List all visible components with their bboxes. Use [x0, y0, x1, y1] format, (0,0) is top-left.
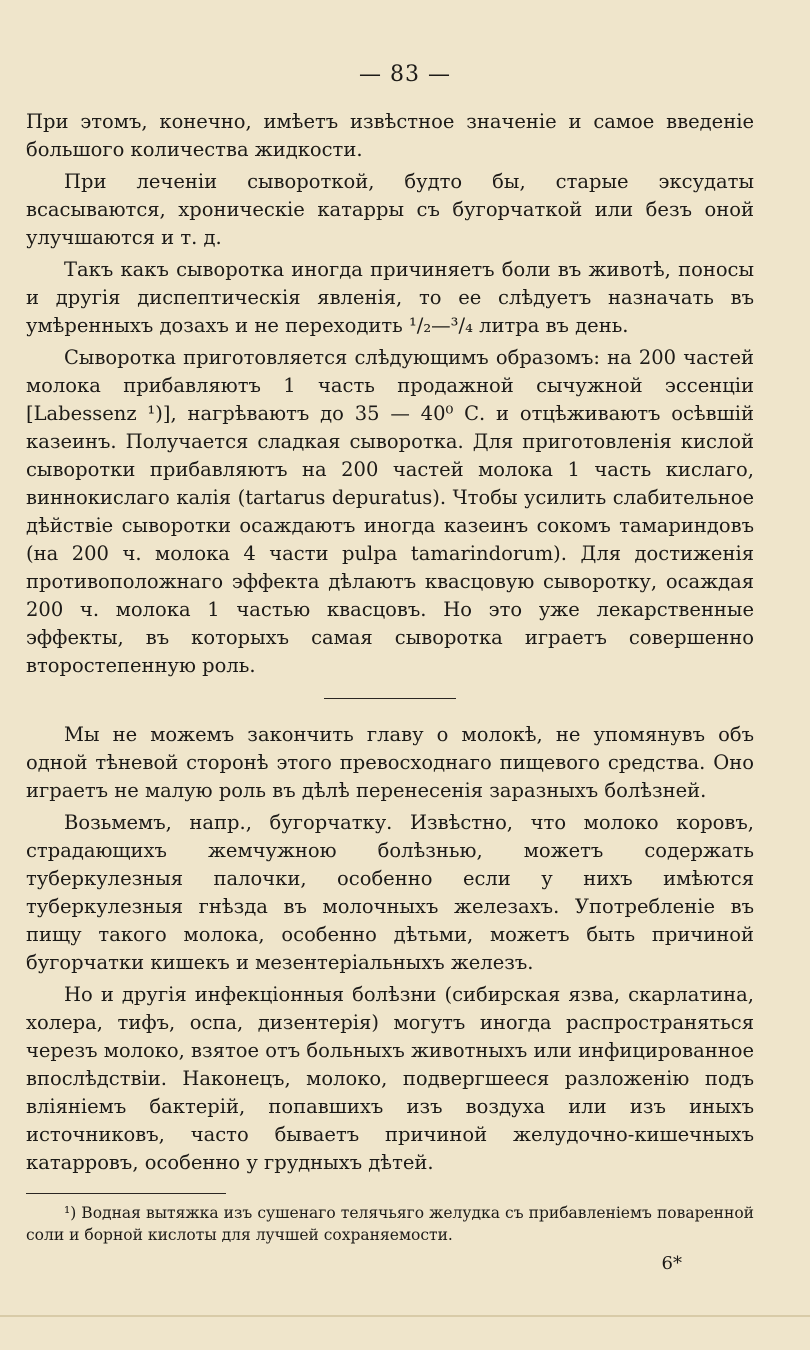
section-separator [324, 698, 456, 699]
paragraph-3: Такъ какъ сыворотка иногда причиняетъ боли въ животѣ, поносы и другiя диспептическiя явленiя, то ее слѣдуетъ назначать въ умѣренныхъ дозахъ и не переходить ¹/₂—³/₄ литра въ день. [26, 258, 754, 337]
paragraph-7: Но и другiя инфекцiонныя болѣзни (сибирская язва, скарлатина, холера, тифъ, оспа, дизентерiя) могутъ иногда распространяться черезъ молоко, взятое отъ больныхъ животныхъ или инфицированное впослѣдствiи. Наконецъ, молоко, подвергшееся разложенiю подъ влiянiемъ бактерiй, попавшихъ изъ воздуха или изъ иныхъ источниковъ, часто бываетъ причиной желудочно-кишечныхъ катарровъ, особенно у грудныхъ дѣтей. [26, 983, 755, 1174]
paragraph-6: Возьмемъ, напр., бугорчатку. Извѣстно, что молоко коровъ, страдающихъ жемчужною болѣзнью, можетъ содержать туберкулезныя палочки, особенно если у нихъ имѣются туберкулезныя гнѣзда въ молочныхъ железахъ. Употребленiе въ пищу такого молока, особенно дѣтьми, можетъ быть причиной бугорчатки кишекъ и мезентерiальныхъ железъ. [26, 811, 754, 974]
signature-mark: 6* [661, 1253, 682, 1274]
paragraph-5: Мы не можемъ закончить главу о молокѣ, не упомянувъ объ одной тѣневой сторонѣ этого превосходнаго пищевого средства. Оно играетъ не малую роль въ дѣлѣ перенесенiя заразныхъ болѣзней. [26, 723, 754, 802]
paragraph-2: При леченiи сывороткой, будто бы, старые эксудаты всасываются, хроническiе катарры съ бугорчаткой или безъ оной улучшаются и т. д. [26, 170, 754, 249]
footnote-rule [26, 1193, 226, 1194]
paragraph-1: При этомъ, конечно, имѣетъ извѣстное значенiе и самое введенiе большого количества жидкости. [26, 110, 754, 161]
footnote: ¹) Водная вытяжка изъ сушенаго телячьяго желудка съ прибавленiемъ поваренной соли и борной кислоты для лучшей сохраняемости. [26, 1204, 754, 1244]
page-edge-line [0, 1315, 810, 1317]
body-text [26, 108, 754, 1278]
paragraph-4: Сыворотка приготовляется слѣдующимъ образомъ: на 200 частей молока прибавляютъ 1 часть продажной сычужной эссенцiи [Labessenz ¹)], нагрѣваютъ до 35 — 40⁰ С. и отцѣживаютъ осѣвшiй казеинъ. Получается сладкая сыворотка. Для приготовленiя кислой сыворотки прибавляютъ на 200 частей молока 1 часть кислаго, виннокислаго калiя (tartarus depuratus). Чтобы усилить слабительное дѣйствiе сыворотки осаждаютъ иногда казеинъ сокомъ тамариндовъ (на 200 ч. молока 4 части pulpa tamarindorum). Для достиженiя противоположнаго эффекта дѣлаютъ квасцовую сыворотку, осаждая 200 ч. молока 1 частью квасцовъ. Но это уже лекарственные эффекты, въ которыхъ самая сыворотка играетъ совершенно второстепенную роль. [26, 346, 754, 677]
page-number: — 83 — [359, 62, 451, 87]
